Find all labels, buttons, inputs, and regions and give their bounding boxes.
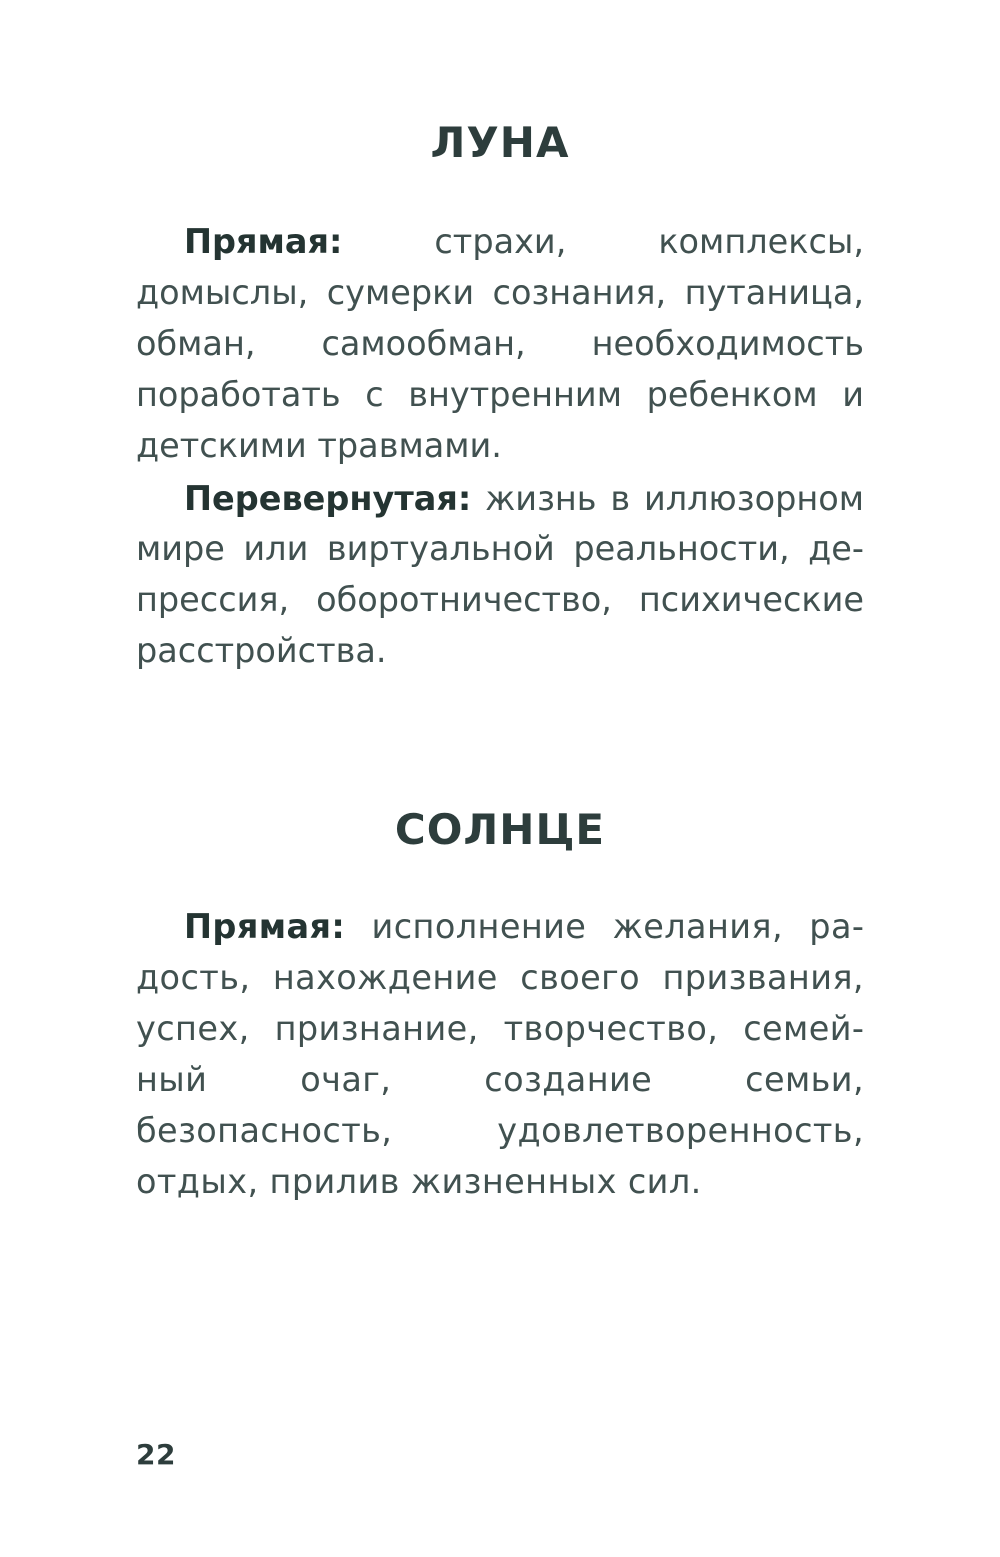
paragraph-reversed-moon: [136, 474, 864, 678]
paragraph-lead-upright-sun: Прямая:: [184, 907, 346, 947]
section-sun: [136, 677, 864, 1207]
paragraph-upright-moon: [136, 217, 864, 472]
section-body-moon: [136, 217, 864, 677]
section-title-sun: СОЛНЦЕ: [394, 805, 606, 855]
page-number: 22: [136, 1438, 176, 1471]
paragraph-upright-sun: [136, 902, 864, 1207]
paragraph-text-upright-moon: страхи, комплексы, домыслы, сумерки сознания, путаница, обман, самообман, необходимость поработать с внутренним ребенком и детскими травмами.: [136, 222, 864, 465]
section-body-sun: [136, 902, 864, 1207]
paragraph-text-upright-sun: исполнение желания, радость, нахождение своего призвания, успех, признание, творчество, семейный очаг, создание семьи, безопасность, удовлетворенность, отдых, прилив жизненных сил.: [136, 907, 864, 1201]
paragraph-text-reversed-moon: жизнь в иллюзорном мире или виртуальной реальности, депрессия, оборотничество, психические расстройства.: [136, 478, 864, 671]
paragraph-lead-reversed-moon: Перевернутая:: [184, 478, 472, 518]
paragraph-lead-upright-moon: Прямая:: [184, 222, 343, 261]
section-title-moon: ЛУНА: [430, 118, 570, 167]
section-moon: [136, 0, 864, 677]
